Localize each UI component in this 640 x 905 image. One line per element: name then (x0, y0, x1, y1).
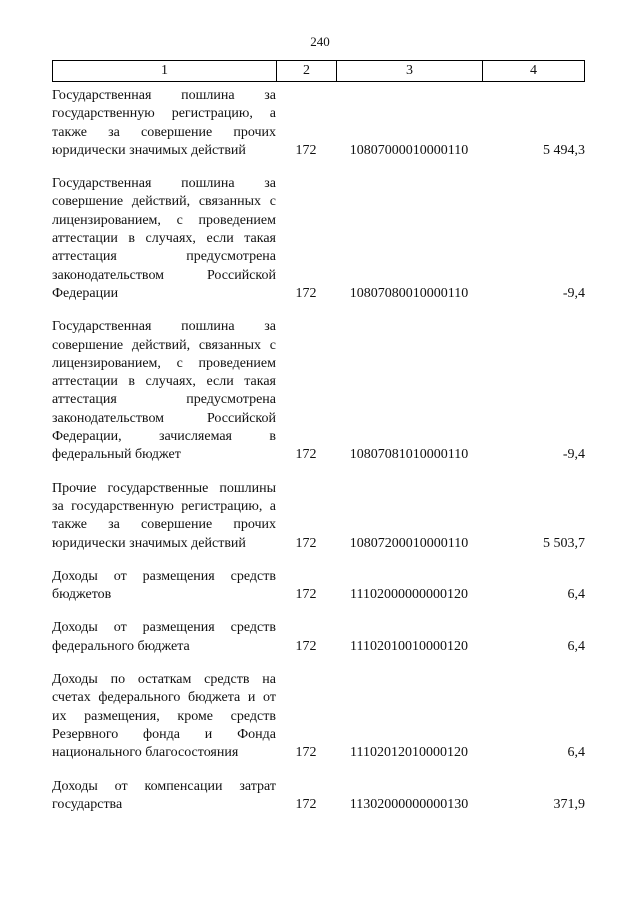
table-row (52, 671, 585, 762)
row-admin-code: 172 (295, 285, 317, 301)
row-admin-code: 172 (295, 638, 317, 654)
page-number: 240 (310, 34, 330, 49)
row-amount: -9,4 (562, 285, 585, 301)
row-budget-code: 11102000000000120 (350, 587, 468, 603)
row-budget-code: 10807200010000110 (349, 535, 469, 551)
row-admin-code: 172 (295, 587, 317, 603)
row-name: Доходы от компенсации затрат государства (52, 778, 276, 812)
row-budget-code: 10807000010000110 (349, 142, 469, 158)
row-budget-code: 11102010010000120 (350, 638, 468, 654)
column-header-2: 2 (277, 61, 337, 81)
row-admin-code: 172 (295, 142, 317, 158)
row-amount: 371,9 (553, 796, 585, 812)
table-header (52, 60, 585, 82)
row-amount: 5 503,7 (543, 535, 585, 551)
row-budget-code: 11102012010000120 (350, 745, 468, 761)
row-name: Государственная пошлина за совершение действий, связанных с лицензированием, с проведением аттестации в случаях, если такая аттестация предусмотрена законодательством Российской Федерации, зачисляемая в федеральный бюджет (52, 319, 276, 463)
table-row (52, 619, 585, 656)
row-name: Доходы по остаткам средств на счетах федерального бюджета и от их размещения, кроме средств Резервного фонда и Фонда национального благосостояния (52, 672, 276, 761)
table-row (52, 568, 585, 605)
table-row (52, 87, 585, 160)
row-name: Государственная пошлина за государственную регистрацию, а также за совершение прочих юридически значимых действий (52, 88, 276, 158)
row-name: Прочие государственные пошлины за государственную регистрацию, а также за совершение прочих юридически значимых действий (52, 480, 276, 551)
table-row (52, 175, 585, 303)
table-row (52, 480, 585, 553)
row-amount: 6,4 (567, 638, 585, 654)
row-amount: 5 494,3 (543, 142, 585, 158)
row-budget-code: 11302000000000130 (349, 796, 469, 812)
row-amount: 6,4 (567, 587, 585, 603)
table-row (52, 778, 585, 815)
column-header-3: 3 (337, 61, 483, 81)
row-admin-code: 172 (295, 447, 317, 463)
row-admin-code: 172 (295, 745, 317, 761)
row-amount: 6,4 (567, 745, 585, 761)
row-admin-code: 172 (295, 535, 317, 551)
column-header-1: 1 (53, 61, 277, 81)
column-header-4: 4 (530, 63, 537, 78)
row-name: Доходы от размещения средств бюджетов (52, 568, 276, 603)
table-row (52, 318, 585, 464)
row-budget-code: 10807081010000110 (349, 447, 469, 463)
row-budget-code: 10807080010000110 (349, 285, 469, 301)
row-name: Государственная пошлина за совершение действий, связанных с лицензированием, с проведением аттестации в случаях, если такая аттестация предусмотрена законодательством Российской Федерации (52, 176, 276, 301)
row-name: Доходы от размещения средств федерального бюджета (52, 620, 276, 654)
table-body (52, 87, 585, 829)
row-admin-code: 172 (295, 796, 317, 812)
row-amount: -9,4 (562, 447, 585, 463)
